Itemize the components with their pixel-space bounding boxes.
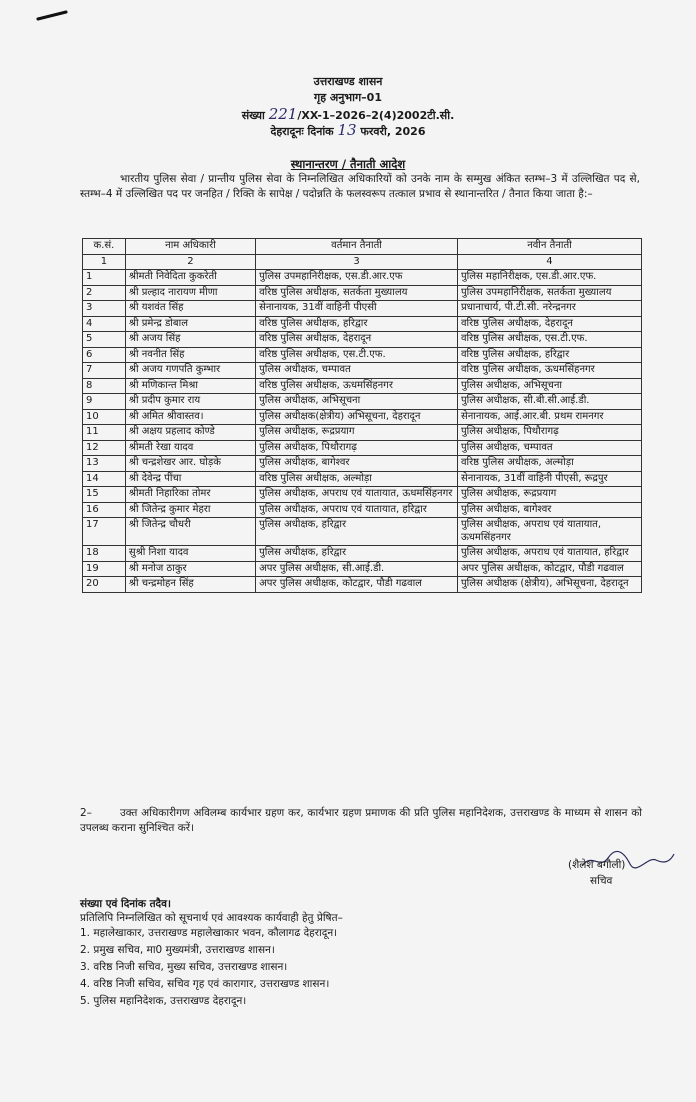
column-number: 3 <box>256 254 458 270</box>
cell-current-posting: अपर पुलिस अधीक्षक, सी.आई.डी. <box>256 561 458 577</box>
column-number: 1 <box>83 254 126 270</box>
cell-new-posting: पुलिस अधीक्षक, अपराध एवं यातायात, ऊधमसिंहनगर <box>457 518 641 546</box>
cell-serial: 10 <box>83 409 126 425</box>
cell-current-posting: पुलिस अधीक्षक, हरिद्वार <box>256 546 458 562</box>
list-item: 1. महालेखाकार, उत्तराखण्ड महालेखाकार भवन, कौलागढ देहरादून। <box>80 927 338 939</box>
table-row <box>83 577 642 593</box>
cell-officer-name: श्री यशवंत सिंह <box>125 301 255 317</box>
cell-current-posting: पुलिस अधीक्षक, अपराध एवं यातायात, हरिद्वार <box>256 502 458 518</box>
cell-current-posting: पुलिस अधीक्षक, पिथौरागढ़ <box>256 440 458 456</box>
cell-new-posting: पुलिस उपमहानिरीक्षक, सतर्कता मुख्यालय <box>457 285 641 301</box>
cell-new-posting: पुलिस अधीक्षक, चम्पावत <box>457 440 641 456</box>
signatory-title: सचिव <box>590 875 613 887</box>
cell-current-posting: वरिष्ठ पुलिस अधीक्षक, अल्मोड़ा <box>256 471 458 487</box>
cell-new-posting: पुलिस महानिरीक्षक, एस.डी.आर.एफ. <box>457 270 641 286</box>
cell-current-posting: पुलिस अधीक्षक, बागेश्वर <box>256 456 458 472</box>
cell-officer-name: श्री प्रदीप कुमार राय <box>125 394 255 410</box>
table-row <box>83 425 642 441</box>
paragraph-number: 2– <box>80 807 92 819</box>
date-handwritten: 13 <box>337 121 357 139</box>
cell-serial: 9 <box>83 394 126 410</box>
cell-new-posting: अपर पुलिस अधीक्षक, कोटद्वार, पौडी गढवाल <box>457 561 641 577</box>
cell-officer-name: श्री प्रल्हाद नारायण मीणा <box>125 285 255 301</box>
cell-current-posting: वरिष्ठ पुलिस अधीक्षक, एस.टी.एफ. <box>256 347 458 363</box>
transfer-table <box>82 238 642 593</box>
table-row <box>83 561 642 577</box>
cell-serial: 6 <box>83 347 126 363</box>
table-header-row <box>83 239 642 255</box>
department-name: गृह अनुभाग–01 <box>314 91 382 104</box>
cell-officer-name: श्री चन्द्रमोहन सिंह <box>125 577 255 593</box>
cell-officer-name: श्री मणिकान्त मिश्रा <box>125 378 255 394</box>
column-number: 2 <box>125 254 255 270</box>
cell-current-posting: पुलिस अधीक्षक, अभिसूचना <box>256 394 458 410</box>
cell-new-posting: सेनानायक, 31वीं वाहिनी पीएसी, रूद्रपुर <box>457 471 641 487</box>
paragraph-text: उक्त अधिकारीगण अविलम्ब कार्यभार ग्रहण कर, कार्यभार ग्रहण प्रमाणक की प्रति पुलिस महानिदेशक, उत्तराखण्ड के माध्यम से शासन को उपलब्ध कराना सुनिश्चित करें। <box>80 807 642 834</box>
cell-new-posting: वरिष्ठ पुलिस अधीक्षक, एस.टी.एफ. <box>457 332 641 348</box>
cell-new-posting: पुलिस अधीक्षक (क्षेत्रीय), अभिसूचना, देहरादून <box>457 577 641 593</box>
table-row <box>83 471 642 487</box>
cell-serial: 4 <box>83 316 126 332</box>
reference-handwritten: 221 <box>268 105 298 123</box>
cell-serial: 15 <box>83 487 126 503</box>
cell-serial: 11 <box>83 425 126 441</box>
cell-new-posting: पुलिस अधीक्षक, रूद्रप्रयाग <box>457 487 641 503</box>
list-item: 5. पुलिस महानिदेशक, उत्तराखण्ड देहरादून। <box>80 995 247 1007</box>
table-row <box>83 456 642 472</box>
cell-current-posting: वरिष्ठ पुलिस अधीक्षक, हरिद्वार <box>256 316 458 332</box>
cell-serial: 12 <box>83 440 126 456</box>
table-row <box>83 409 642 425</box>
cell-officer-name: श्रीमती रेखा यादव <box>125 440 255 456</box>
cell-new-posting: पुलिस अधीक्षक, अभिसूचना <box>457 378 641 394</box>
date-suffix: फरवरी, 2026 <box>360 125 426 138</box>
cell-officer-name: श्री मनोज ठाकुर <box>125 561 255 577</box>
table-row <box>83 363 642 379</box>
cell-new-posting: पुलिस अधीक्षक, बागेश्वर <box>457 502 641 518</box>
cell-serial: 7 <box>83 363 126 379</box>
cell-current-posting: सेनानायक, 31वीं वाहिनी पीएसी <box>256 301 458 317</box>
list-item: 3. वरिष्ठ निजी सचिव, मुख्य सचिव, उत्तराखण्ड शासन। <box>80 961 288 973</box>
date-prefix: देहरादूनः दिनांक <box>270 125 334 138</box>
table-row <box>83 487 642 503</box>
copy-to-heading: प्रतिलिपि निम्नलिखित को सूचनार्थ एवं आवश्यक कार्यवाही हेतु प्रेषित– <box>80 912 343 924</box>
list-item: 2. प्रमुख सचिव, मा0 मुख्यमंत्री, उत्तराखण्ड शासन। <box>80 944 275 956</box>
cell-serial: 13 <box>83 456 126 472</box>
cell-serial: 8 <box>83 378 126 394</box>
cell-new-posting: वरिष्ठ पुलिस अधीक्षक, ऊधमसिंहनगर <box>457 363 641 379</box>
cell-current-posting: पुलिस अधीक्षक, रूद्रप्रयाग <box>256 425 458 441</box>
header-current-posting: वर्तमान तैनाती <box>256 239 458 255</box>
cell-officer-name: श्री अजय गणपति कुम्भार <box>125 363 255 379</box>
header-new-posting: नवीन तैनाती <box>457 239 641 255</box>
list-item: 4. वरिष्ठ निजी सचिव, सचिव गृह एवं कारागार, उत्तराखण्ड शासन। <box>80 978 330 990</box>
reference-prefix: संख्या <box>241 109 265 122</box>
cell-current-posting: वरिष्ठ पुलिस अधीक्षक, सतर्कता मुख्यालय <box>256 285 458 301</box>
cell-serial: 5 <box>83 332 126 348</box>
table-row <box>83 378 642 394</box>
cell-officer-name: श्री अमित श्रीवास्तव। <box>125 409 255 425</box>
table-row <box>83 502 642 518</box>
cell-serial: 3 <box>83 301 126 317</box>
cell-current-posting: पुलिस अधीक्षक, अपराध एवं यातायात, ऊधमसिंहनगर <box>256 487 458 503</box>
reference-suffix: /XX-1–2026–2(4)2002टी.सी. <box>297 109 455 122</box>
government-name: उत्तराखण्ड शासन <box>313 75 383 88</box>
cell-new-posting: सेनानायक, आई.आर.बी. प्रथम रामनगर <box>457 409 641 425</box>
order-title: स्थानान्तरण / तैनाती आदेश <box>290 157 406 171</box>
table-row <box>83 316 642 332</box>
cell-officer-name: श्री अजय सिंह <box>125 332 255 348</box>
cell-new-posting: वरिष्ठ पुलिस अधीक्षक, अल्मोड़ा <box>457 456 641 472</box>
table-row <box>83 546 642 562</box>
cell-current-posting: वरिष्ठ पुलिस अधीक्षक, ऊधमसिंहनगर <box>256 378 458 394</box>
copy-reference: संख्या एवं दिनांक तदैव। <box>80 898 171 910</box>
cell-current-posting: पुलिस अधीक्षक, चम्पावत <box>256 363 458 379</box>
table-row <box>83 270 642 286</box>
header-serial: क.सं. <box>83 239 126 255</box>
cell-serial: 19 <box>83 561 126 577</box>
table-column-number-row <box>83 254 642 270</box>
cell-officer-name: सुश्री निशा यादव <box>125 546 255 562</box>
cell-current-posting: पुलिस उपमहानिरीक्षक, एस.डी.आर.एफ <box>256 270 458 286</box>
cell-new-posting: वरिष्ठ पुलिस अधीक्षक, हरिद्वार <box>457 347 641 363</box>
cell-officer-name: श्री जितेन्द्र चौधरी <box>125 518 255 546</box>
cell-officer-name: श्री अक्षय प्रहलाद कोण्डे <box>125 425 255 441</box>
table-row <box>83 394 642 410</box>
column-number: 4 <box>457 254 641 270</box>
cell-new-posting: प्रधानाचार्य, पी.टी.सी. नरेन्द्रनगर <box>457 301 641 317</box>
distribution-list <box>80 925 337 1010</box>
header-name: नाम अधिकारी <box>125 239 255 255</box>
table-row <box>83 301 642 317</box>
table-row <box>83 440 642 456</box>
instruction-paragraph <box>80 806 642 836</box>
table-row <box>83 347 642 363</box>
cell-serial: 16 <box>83 502 126 518</box>
intro-paragraph: भारतीय पुलिस सेवा / प्रान्तीय पुलिस सेवा के निम्नलिखित अधिकारियों को उनके नाम के सम्मुख अंकित स्तम्भ–3 में उल्लिखित पद से, स्तम्भ–4 में उल्लिखित पद पर जनहित / रिक्ति के सापेक्ष / पदोन्नति के फलस्वरूप तत्काल प्रभाव से स्थानान्तरित / तैनात किया जाता है:– <box>80 173 640 200</box>
cell-serial: 2 <box>83 285 126 301</box>
cell-current-posting: पुलिस अधीक्षक, हरिद्वार <box>256 518 458 546</box>
cell-serial: 20 <box>83 577 126 593</box>
cell-officer-name: श्री नवनीत सिंह <box>125 347 255 363</box>
cell-serial: 14 <box>83 471 126 487</box>
cell-new-posting: पुलिस अधीक्षक, सी.बी.सी.आई.डी. <box>457 394 641 410</box>
cell-officer-name: श्रीमती निहारिका तोमर <box>125 487 255 503</box>
cell-officer-name: श्री प्रमेन्द्र डोबाल <box>125 316 255 332</box>
cell-serial: 1 <box>83 270 126 286</box>
cell-new-posting: पुलिस अधीक्षक, अपराध एवं यातायात, हरिद्वार <box>457 546 641 562</box>
cell-officer-name: श्री जितेन्द्र कुमार मेहरा <box>125 502 255 518</box>
cell-officer-name: श्रीमती निवेदिता कुकरेती <box>125 270 255 286</box>
table-row <box>83 285 642 301</box>
signatory-name: (शैलेश बगौली) <box>568 859 626 871</box>
issue-date <box>0 122 696 140</box>
cell-current-posting: वरिष्ठ पुलिस अधीक्षक, देहरादून <box>256 332 458 348</box>
cell-new-posting: वरिष्ठ पुलिस अधीक्षक, देहरादून <box>457 316 641 332</box>
cell-new-posting: पुलिस अधीक्षक, पिथौरागढ़ <box>457 425 641 441</box>
cell-current-posting: पुलिस अधीक्षक(क्षेत्रीय) अभिसूचना, देहरादून <box>256 409 458 425</box>
table-row <box>83 332 642 348</box>
table-body <box>83 270 642 593</box>
pen-mark <box>36 10 68 21</box>
cell-officer-name: श्री चन्द्रशेखर आर. घोड़के <box>125 456 255 472</box>
cell-officer-name: श्री देवेन्द्र पींचा <box>125 471 255 487</box>
cell-serial: 18 <box>83 546 126 562</box>
cell-current-posting: अपर पुलिस अधीक्षक, कोटद्वार, पौडी गढवाल <box>256 577 458 593</box>
table-row <box>83 518 642 546</box>
cell-serial: 17 <box>83 518 126 546</box>
